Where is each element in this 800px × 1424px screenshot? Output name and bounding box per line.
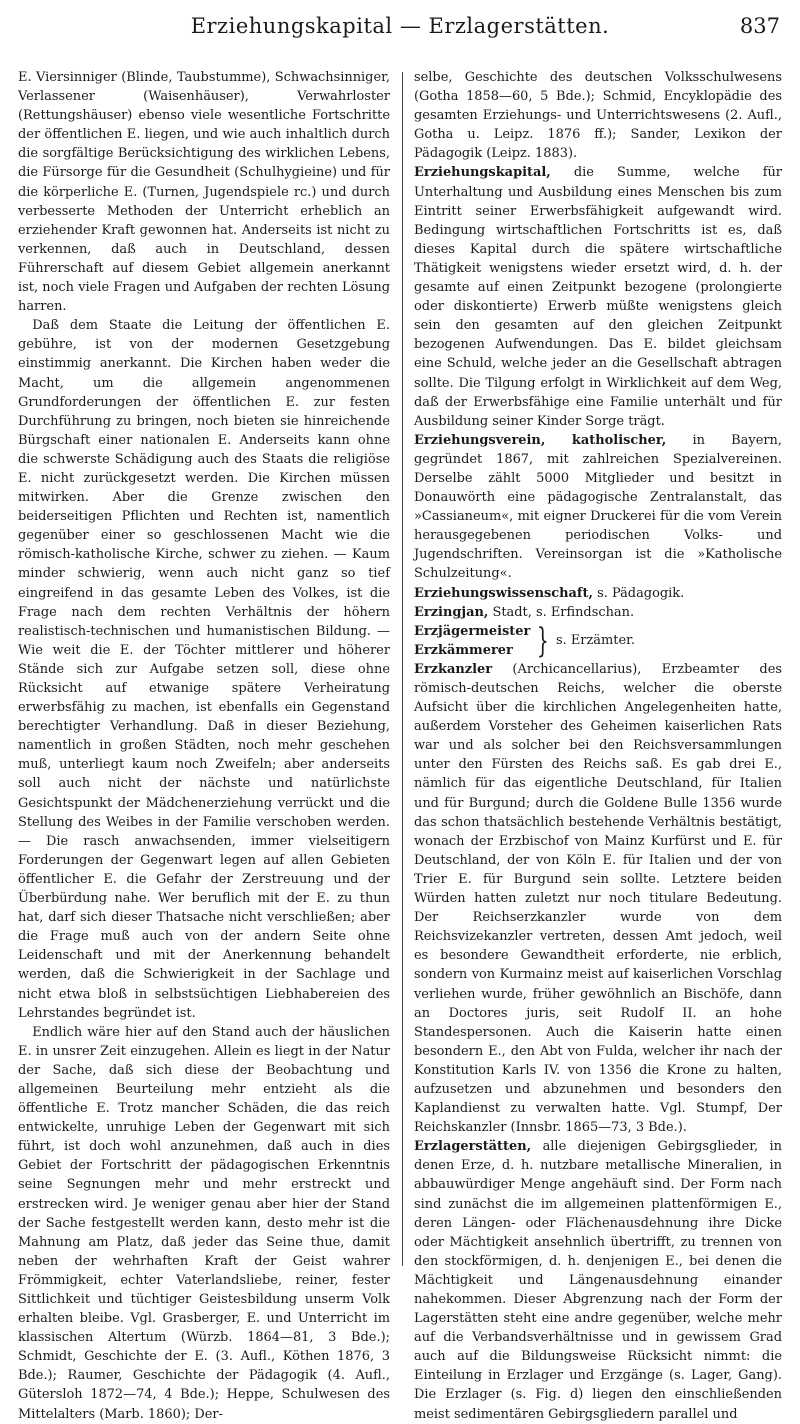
entry-erziehungskapital	[414, 163, 782, 430]
headword: Erziehungswissenschaft,	[414, 585, 593, 601]
entry-text: s. Pädagogik.	[592, 585, 685, 601]
column-divider	[402, 72, 403, 1266]
entry-erziehungsverein	[414, 431, 782, 584]
entry-text: s. Erzämter.	[555, 633, 635, 649]
entry-text: Stadt, s. Erfindschan.	[488, 604, 635, 620]
entry-erzlagerstaetten	[414, 1137, 782, 1423]
entry-text: alle diejenigen Gebirgsglieder, in denen Erze, d. h. nutzbare metallische Mineralien, in abbauwürdiger Menge angehäuft sind. Der Form nach sind zunächst die im allgemeinen plattenförmigen E., deren Längen- oder Flächenausdehnung ihre Dicke oder Mächtigkeit ansehnlich übertrifft, zu trennen von den stockförmigen, d. h. denjenigen E., bei denen die Mächtigkeit und Längenausdehnung einander nahekommen. Dieser Abgrenzung nach der Form der Lagerstätten steht eine andre gegenüber, welche mehr auf die Verbandsverhältnisse und in gewissem Grad auch auf die Bildungsweise Rücksicht nimmt: die Einteilung in Erzlager und Erzgänge (s. Lager, Gang). Die Erzlager (s. Fig. d) liegen den einschließenden meist sedimentären Gebirgsgliedern parallel und	[414, 1139, 782, 1422]
brace-entry	[414, 622, 782, 660]
entry-erzingjan	[414, 603, 782, 622]
paragraph: Daß dem Staate die Leitung der öffentlichen E. gebühre, ist von der modernen Gesetzgebung einstimmig anerkannt. Die Kirchen haben weder die Macht, um die allgemein angenommenen Grundforderungen der öffentlichen E. zur festen Durchführung zu bringen, noch bieten sie hinreichende Bürgschaft einer nationalen E. Anderseits kann ohne die schwerste Schädigung auch des Staats die religiöse E. nicht zurückgesetzt werden. Die Kirchen müssen mitwirken. Aber die Grenze zwischen den beiderseitigen Pflichten und Rechten ist, namentlich gegenüber einer so geschlossenen Macht wie die römisch-katholische Kirche, schwer zu ziehen. — Kaum minder schwierig, wenn auch nicht ganz so tief eingreifend in das gesamte Leben des Volkes, ist die Frage nach dem rechten Verhältnis der höhern realistisch-technischen und humanistischen Bildung. — Wie weit die E. der Töchter mittlerer und höherer Stände sich zur Aufgabe setzen soll, diese ohne Rücksicht auf etwanige spätere Verheiratung erwerbsfähig zu machen, ist ebenfalls ein Gegenstand berechtigter Verhandlung. Daß in dieser Beziehung, namentlich in großen Städten, noch mehr geschehen muß, unterliegt kaum noch Zweifeln; aber anderseits soll auch nicht der nächste und natürlichste Gesichtspunkt der Mädchenerziehung verrückt und die Stellung des Weibes in der Familie verschoben werden. — Die rasch anwachsenden, immer vielseitigern Forderungen der Gegenwart legen auf allen Gebieten öffentlicher E. die Gefahr der Zerstreuung und der Überbürdung nahe. Wer beruflich mit der E. zu thun hat, darf sich dieser Thatsache nicht verschließen; aber die Frage muß auch von der andern Seite ohne Leidenschaft und mit der Anerkennung behandelt werden, daß die Schwierigkeit in der Sachlage und nicht etwa bloß in selbstsüchtigen Liebhabereien des Lehrstandes begründet ist.	[18, 318, 390, 1021]
paragraph: E. Viersinniger (Blinde, Taubstumme), Schwachsinniger, Verlassener (Waisenhäuser), Verwahrloster (Rettungshäuser) ebenso viele wesentliche Fortschritte der öffentlichen E. liegen, und wie auch inhaltlich durch die sorgfältige Berücksichtigung des wirklichen Lebens, die Fürsorge für die Gesundheit (Schulhygieine) und für die körperliche E. (Turnen, Jugendspiele rc.) und durch verbesserte Methoden der Unterricht erheblich an erziehender Kraft gewonnen hat. Anderseits ist nicht zu verkennen, daß auch in Deutschland, dessen Führerschaft auf diesem Gebiet allgemein anerkannt ist, noch viele Fragen und Aufgaben der rechten Lösung harren.	[18, 70, 390, 315]
entry-erzkanzler	[414, 660, 782, 1137]
running-header	[14, 6, 786, 46]
headword: Erzingjan,	[414, 604, 489, 620]
headword: Erzjägermeister	[414, 623, 531, 639]
curly-brace-glyph: }	[537, 620, 550, 661]
headword: Erzkanzler	[414, 661, 493, 677]
entry-text: in Bayern, gegründet 1867, mit zahlreichen Spezialvereinen. Derselbe zählt 5000 Mitglieder und besitzt in Donauwörth eine pädagogische Zentralanstalt, das »Cassianeum«, mit eigner Druckerei für die vom Verein herausgegebenen periodischen Volks- und Jugendschriften. Vereinsorgan ist die »Katholische Schulzeitung«.	[414, 432, 782, 582]
headword: Erzkämmerer	[414, 642, 513, 658]
left-column	[18, 68, 390, 1422]
paragraph: Endlich wäre hier auf den Stand auch der häuslichen E. in unsrer Zeit einzugehen. Allein es liegt in der Natur der Sache, daß sich diese der Beobachtung und allgemeinen Beurteilung mehr entzieht als die öffentliche E. Trotz mancher Schäden, die das reich entwickelte, unruhige Leben der Gegenwart mit sich führt, ist doch wohl anzunehmen, daß auch in dies Gebiet der Fortschritt der pädagogischen Erkenntnis seine Segnungen mehr und mehr erstreckt und erstrecken wird. Je weniger genau aber hier der Stand der Sache festgestellt werden kann, desto mehr ist die Mahnung am Platz, daß jeder das Seine thue, damit neben der wehrhaften Kraft der Geist wahrer Frömmigkeit, echter Vaterlandsliebe, reiner, fester Sittlichkeit und tüchtiger Geistesbildung unserm Volk erhalten bleibe. Vgl. Grasberger, E. und Unterricht im klassischen Altertum (Würzb. 1864—81, 3 Bde.); Schmidt, Geschichte der E. (3. Aufl., Köthen 1876, 3 Bde.); Raumer, Geschichte der Pädagogik (4. Aufl., Gütersloh 1872—74, 4 Bde.); Heppe, Schulwesen des Mittelalters (Marb. 1860); Der-	[18, 1024, 390, 1422]
entry-text: (Archicancellarius), Erzbeamter des römisch-deutschen Reichs, welcher die oberste Aufsicht über die kirchlichen Angelegenheiten hatte, außerdem Vorsteher des Geheimen kaiserlichen Rats war und als solcher bei den Reichsversammlungen unter den Fürsten des Reichs saß. Es gab drei E., nämlich für das eigentliche Deutschland, für Italien und für Burgund; durch die Goldene Bulle 1356 wurde das schon thatsächlich bestehende Verhältnis bestätigt, wonach der Erzbischof von Mainz Kurfürst und E. für Deutschland, der von Köln E. für Italien und der von Trier E. für Burgund sein sollte. Letztere beiden Würden hatten zuletzt nur noch titulare Bedeutung. Der Reichserzkanzler wurde von dem Reichsvizekanzler vertreten, dessen Amt jedoch, weil es besondere Gewandtheit erforderte, nie erblich, sondern von Kurmainz meist auf kaiserlichen Vorschlag verliehen wurde, früher gewöhnlich an Bischöfe, dann an Doctores juris, seit Rudolf II. an hohe Standespersonen. Auch die Kaiserin hatte einen besondern E., den Abt von Fulda, welcher ihr nach der Konstitution Karls IV. von 1356 die Krone zu halten, aufzusetzen und abzunehmen und besonders den Kaplandienst zu verwalten hatte. Vgl. Stumpf, Der Reichskanzler (Innsbr. 1865—73, 3 Bde.).	[414, 661, 782, 1136]
continuation-paragraph: selbe, Geschichte des deutschen Volksschulwesens (Gotha 1858—60, 5 Bde.); Schmid, Encyklopädie des gesamten Erziehungs- und Unterrichtswesens (2. Aufl., Gotha u. Leipz. 1876 ff.); Sander, Lexikon der Pädagogik (Leipz. 1883).	[414, 70, 782, 162]
headword: Erziehungskapital,	[414, 165, 551, 181]
page-number: 837	[739, 14, 780, 38]
headword: Erziehungsverein, katholischer,	[414, 432, 667, 448]
entry-erziehungswissenschaft	[414, 584, 782, 603]
brace-headwords	[414, 622, 530, 660]
entry-text: die Summe, welche für Unterhaltung und Ausbildung eines Menschen bis zum Eintritt seiner Erwerbsfähigkeit aufgewandt wird. Bedingung wirtschaftlichen Fortschritts ist es, daß dieses Kapital durch die spätere wirtschaftliche Thätigkeit wenigstens wieder ersetzt wird, d. h. der gesamte auf einen Zeitpunkt bezogene (prolongierte oder diskontierte) Erwerb müßte wenigstens gleich sein den gesamten auf den gleichen Zeitpunkt bezogenen Aufwendungen. Das E. bildet gleichsam eine Schuld, welche jeder an die Gesellschaft abtragen sollte. Die Tilgung erfolgt in Wirklichkeit auf dem Weg, daß der Erwerbsfähige eine Familie unterhält und für Ausbildung seiner Kinder Sorge trägt.	[414, 165, 782, 429]
header-title: Erziehungskapital — Erzlagerstätten.	[190, 14, 610, 38]
headword: Erzlagerstätten,	[414, 1139, 532, 1155]
right-column	[414, 68, 782, 1422]
